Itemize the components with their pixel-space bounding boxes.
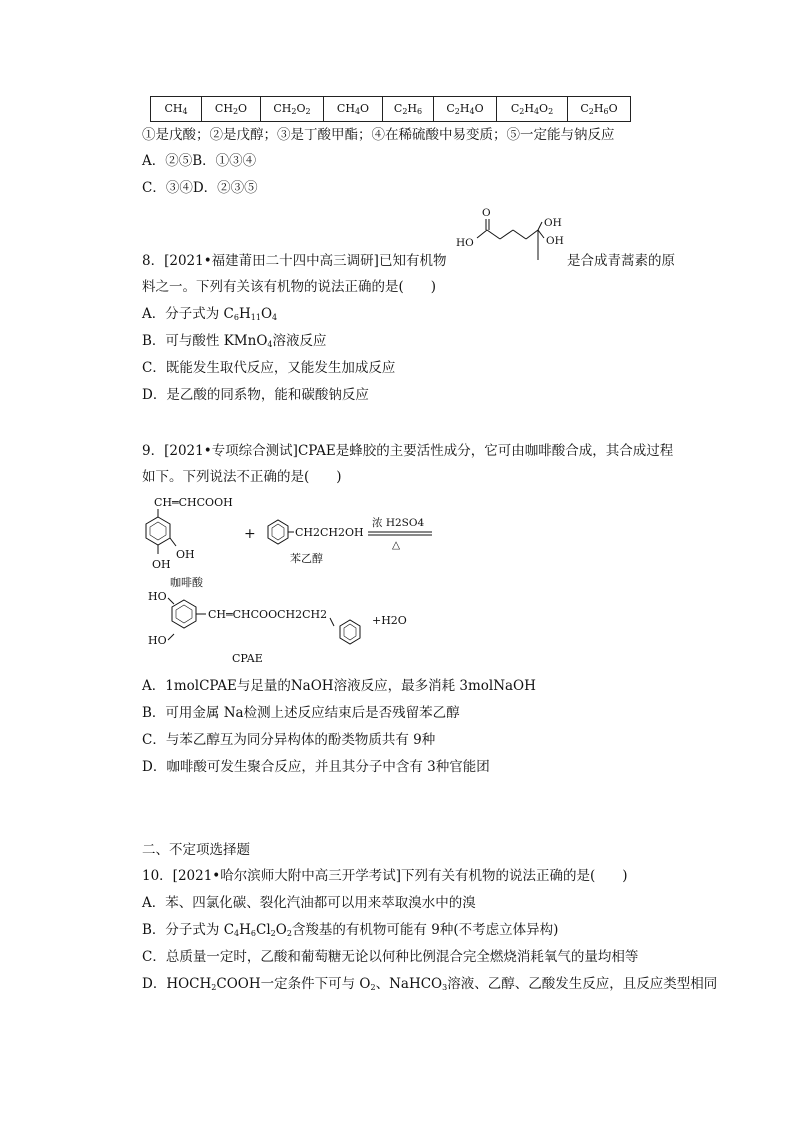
phenylethanol-formula: CH2CH2OH (295, 526, 364, 539)
q9-option-b: B．可用金属 Na检测上述反应结束后是否残留苯乙醇 (142, 705, 460, 721)
q9-reaction-scheme (140, 490, 440, 670)
q8-structure (452, 204, 570, 270)
q7-options-ab: A．②⑤B．①③④ (142, 153, 257, 169)
q8-option-a: A．分子式为 $C_6H_{11}O_4$ (142, 306, 278, 322)
formula-table (150, 96, 631, 122)
caffeic-acid-label: 咖啡酸 (170, 576, 203, 589)
table-cell: $C_2H_6$ (383, 97, 434, 122)
struct-atom-oh1: OH (544, 217, 562, 229)
q9-option-d: D．咖啡酸可发生聚合反应，并且其分子中含有 3种官能团 (142, 759, 490, 775)
table-cell: $CH_2O_2$ (261, 97, 324, 122)
q8-option-c: C．既能发生取代反应，又能发生加成反应 (142, 360, 396, 376)
benzene-ring (172, 600, 196, 628)
table-cell: $C_2H_4O_2$ (497, 97, 568, 122)
section-title: 二、不定项选择题 (142, 842, 250, 858)
caffeic-side-chain: CH═CHCOOH (154, 496, 233, 509)
q8-stem-line1b: 是合成青蒿素的原 (567, 253, 675, 269)
q10-stem: 10．[2021•哈尔滨师大附中高三开学考试]下列有关有机物的说法正确的是( ) (142, 868, 628, 884)
table-cell: $CH_4O$ (324, 97, 383, 122)
q9-option-a: A．1molCPAE与足量的NaOH溶液反应，最多消耗 3molNaOH (142, 678, 536, 694)
cpae-label: CPAE (232, 652, 263, 665)
q10-option-a: A．苯、四氯化碳、裂化汽油都可以用来萃取溴水中的溴 (142, 895, 476, 911)
condition-acid: 浓 H2SO4 (372, 517, 425, 529)
condition-heat: △ (392, 539, 401, 551)
q10-option-b: B．分子式为 $C_4H_6Cl_2O_2$含羧基的有机物可能有 9种(不考虑立体异构) (142, 922, 559, 938)
table-cell: $C_2H_6O$ (568, 97, 631, 122)
plus-sign: + (244, 526, 256, 542)
struct-atom-ho: HO (456, 237, 474, 249)
caffeic-oh-b: OH (152, 558, 171, 571)
table-cell: $C_2H_4O$ (434, 97, 497, 122)
cpae-ho-a: HO (148, 590, 167, 603)
q9-option-c: C．与苯乙醇互为同分异构体的酚类物质共有 9种 (142, 732, 436, 748)
benzene-ring (340, 620, 360, 644)
cpae-ho-b: HO (148, 634, 167, 647)
q8-stem-line2: 料之一。下列有关该有机物的说法正确的是( ) (142, 279, 437, 295)
q8-option-b: B．可与酸性 KMnO$_4$溶液反应 (142, 333, 327, 349)
q9-stem-line1: 9．[2021•专项综合测试]CPAE是蜂胶的主要活性成分，它可由咖啡酸合成，其合成过程 (142, 443, 674, 459)
q8-stem-line1a: 8．[2021•福建莆田二十四中高三调研]已知有机物 (142, 253, 447, 269)
benzene-ring (146, 517, 170, 545)
water-product: +H2O (372, 614, 407, 627)
q7-statements: ①是戊酸；②是戊醇；③是丁酸甲酯；④在稀硫酸中易变质；⑤一定能与钠反应 (142, 127, 615, 143)
table-cell: $CH_2O$ (202, 97, 261, 122)
q9-stem-line2: 如下。下列说法不正确的是( ) (142, 469, 342, 485)
struct-atom-o: O (482, 207, 491, 219)
cpae-ester-chain: CH═CHCOOCH2CH2 (208, 608, 328, 621)
q7-options-cd: C．③④D．②③⑤ (142, 180, 258, 196)
benzene-ring (268, 520, 288, 544)
phenylethanol-label: 苯乙醇 (290, 552, 323, 565)
q10-option-c: C．总质量一定时，乙酸和葡萄糖无论以何种比例混合完全燃烧消耗氧气的量均相等 (142, 949, 639, 965)
struct-atom-oh2: OH (546, 235, 564, 247)
caffeic-oh-a: OH (176, 548, 195, 561)
table-cell: $CH_4$ (151, 97, 202, 122)
q8-option-d: D．是乙酸的同系物，能和碳酸钠反应 (142, 387, 369, 403)
q10-option-d: D．$HOCH_2COOH$一定条件下可与 $O_2$、NaHCO$_3$溶液、乙醇、乙酸发生反应，且反应类型相同 (142, 976, 718, 992)
